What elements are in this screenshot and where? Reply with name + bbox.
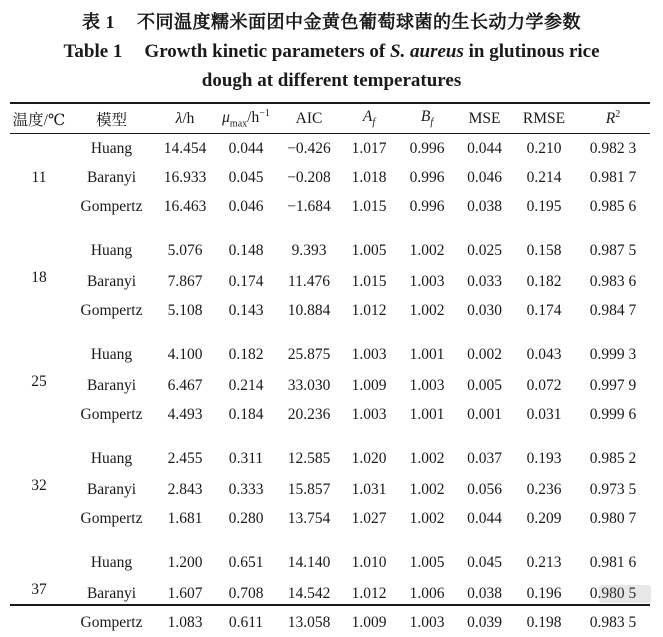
aic-cell: 14.542 (287, 584, 331, 602)
rmse-cell: 0.213 (526, 554, 562, 571)
af-cell: 1.015 (351, 272, 387, 290)
lambda-cell: 16.463 (163, 197, 207, 215)
header-lambda: λ/h (175, 109, 195, 127)
af-cell: 1.012 (351, 301, 387, 319)
header-aic: AIC (295, 109, 323, 127)
table-caption-cn (0, 8, 663, 34)
mu-cell: 0.044 (228, 139, 264, 157)
mu-cell: 0.182 (228, 346, 264, 363)
mse-cell: 0.038 (467, 197, 502, 215)
temperature-cell: 25 (31, 373, 47, 390)
mu-cell: 0.214 (228, 376, 264, 394)
header-r-squared: $R^2$ (605, 108, 621, 128)
lambda-cell: 1.607 (167, 584, 203, 602)
lambda-cell: 16.933 (163, 168, 207, 186)
mse-cell: 0.001 (467, 405, 502, 423)
bf-cell: 1.002 (409, 242, 445, 259)
table-row (10, 429, 650, 475)
lambda-cell: 1.083 (167, 613, 203, 631)
af-cell: 1.017 (351, 139, 387, 157)
af-cell: 1.027 (351, 509, 387, 527)
r2-cell: 0.981 7 (589, 168, 637, 186)
mu-cell: 0.708 (228, 584, 264, 602)
table-row (10, 475, 650, 504)
bf-cell: 1.002 (409, 509, 445, 527)
rmse-cell: 0.072 (526, 376, 562, 394)
r2-cell: 0.981 6 (589, 554, 637, 571)
mu-cell: 0.148 (228, 242, 264, 259)
mu-cell: 0.651 (228, 554, 264, 571)
rmse-cell: 0.193 (526, 450, 562, 467)
af-cell: 1.031 (351, 480, 387, 498)
model-cell: Huang (90, 346, 133, 363)
table-row (10, 221, 650, 267)
aic-cell: 15.857 (287, 480, 331, 498)
table-row (10, 608, 650, 637)
r2-cell: 0.999 3 (589, 346, 637, 363)
table-row (10, 192, 650, 221)
rmse-cell: 0.198 (526, 613, 562, 631)
r2-cell: 0.984 7 (589, 301, 637, 319)
watermark (599, 585, 651, 603)
table-row (10, 533, 650, 579)
r2-cell: 0.987 5 (589, 242, 637, 259)
mse-cell: 0.033 (467, 272, 502, 290)
lambda-cell: 2.843 (167, 480, 203, 498)
rmse-cell: 0.196 (526, 584, 562, 602)
mse-cell: 0.030 (467, 301, 502, 319)
r2-cell: 0.983 5 (589, 613, 637, 631)
table-row (10, 504, 650, 533)
aic-cell: 13.754 (287, 509, 331, 527)
aic-cell: 20.236 (287, 405, 331, 423)
table-title-en-part2: in glutinous rice (468, 41, 600, 62)
mu-cell: 0.333 (228, 480, 264, 498)
bf-cell: 1.003 (409, 376, 445, 394)
rmse-cell: 0.182 (526, 272, 562, 290)
mu-cell: 0.184 (228, 405, 264, 423)
rmse-cell: 0.031 (526, 405, 562, 423)
mse-cell: 0.038 (467, 584, 502, 602)
bf-cell: 1.003 (409, 613, 445, 631)
r2-cell: 0.980 5 (589, 584, 637, 602)
species-name: S. aureus (389, 41, 464, 62)
rmse-cell: 0.174 (526, 301, 562, 319)
mu-cell: 0.611 (228, 613, 264, 631)
mse-cell: 0.045 (467, 554, 502, 571)
model-cell: Baranyi (86, 480, 137, 498)
bf-cell: 1.002 (409, 480, 445, 498)
header-af: $A_f$ (362, 108, 376, 129)
mse-cell: 0.005 (467, 376, 502, 394)
mu-cell: 0.174 (228, 272, 264, 290)
model-cell: Huang (90, 450, 133, 467)
model-cell: Huang (90, 554, 133, 571)
aic-cell: −1.684 (287, 197, 331, 215)
table-title-en-part1: Growth kinetic parameters of (144, 41, 386, 62)
lambda-cell: 1.200 (167, 554, 203, 571)
model-cell: Gompertz (80, 613, 143, 631)
header-row (10, 104, 650, 133)
model-cell: Baranyi (86, 376, 137, 394)
header-mu-max: $\mu_{max}/h^{-1}$ (222, 107, 270, 130)
aic-cell: 25.875 (287, 346, 331, 363)
af-cell: 1.012 (351, 584, 387, 602)
bf-cell: 0.996 (409, 168, 445, 186)
model-cell: Baranyi (86, 272, 137, 290)
mu-cell: 0.280 (228, 509, 264, 527)
table-row (10, 579, 650, 608)
bf-cell: 0.996 (409, 197, 445, 215)
af-cell: 1.005 (351, 242, 387, 259)
temperature-cell: 18 (31, 269, 47, 286)
aic-cell: −0.208 (287, 168, 331, 186)
r2-cell: 0.983 6 (589, 272, 637, 290)
lambda-cell: 4.493 (167, 405, 203, 423)
rmse-cell: 0.209 (526, 509, 562, 527)
table-row (10, 267, 650, 296)
table-row (10, 134, 650, 163)
mse-cell: 0.025 (467, 242, 502, 259)
table-number-cn: 表 1 (82, 12, 115, 32)
lambda-cell: 14.454 (163, 139, 207, 157)
r2-cell: 0.980 7 (589, 509, 637, 527)
bf-cell: 1.002 (409, 301, 445, 319)
lambda-cell: 6.467 (167, 376, 203, 394)
aic-cell: 10.884 (287, 301, 331, 319)
aic-cell: 9.393 (291, 242, 327, 259)
mu-cell: 0.046 (228, 197, 264, 215)
aic-cell: −0.426 (287, 139, 331, 157)
lambda-cell: 7.867 (167, 272, 203, 290)
mse-cell: 0.044 (467, 139, 502, 157)
bf-cell: 1.002 (409, 450, 445, 467)
aic-cell: 13.058 (287, 613, 331, 631)
bf-cell: 1.005 (409, 554, 445, 571)
rmse-cell: 0.158 (526, 242, 562, 259)
rmse-cell: 0.043 (526, 346, 562, 363)
temperature-cell: 32 (31, 477, 47, 494)
mu-cell: 0.143 (228, 301, 264, 319)
lambda-cell: 5.076 (167, 242, 203, 259)
lambda-cell: 1.681 (167, 509, 203, 527)
rmse-cell: 0.214 (526, 168, 562, 186)
af-cell: 1.010 (351, 554, 387, 571)
aic-cell: 11.476 (287, 272, 331, 290)
table-header (10, 104, 650, 133)
lambda-cell: 2.455 (167, 450, 203, 467)
model-cell: Baranyi (86, 168, 137, 186)
mse-cell: 0.056 (467, 480, 502, 498)
header-rmse: RMSE (522, 109, 566, 127)
temperature-cell: 37 (31, 581, 47, 598)
af-cell: 1.003 (351, 346, 387, 363)
data-table (10, 134, 650, 637)
r2-cell: 0.985 2 (589, 450, 637, 467)
af-cell: 1.018 (351, 168, 387, 186)
r2-cell: 0.999 6 (589, 405, 637, 423)
r2-cell: 0.982 3 (589, 139, 637, 157)
model-cell: Gompertz (80, 405, 143, 423)
aic-cell: 14.140 (287, 554, 331, 571)
table-row (10, 400, 650, 429)
bf-cell: 1.001 (409, 405, 445, 423)
temperature-cell: 11 (31, 168, 47, 186)
mse-cell: 0.002 (467, 346, 502, 363)
r2-cell: 0.997 9 (589, 376, 637, 394)
lambda-cell: 4.100 (167, 346, 203, 363)
model-cell: Gompertz (80, 197, 143, 215)
af-cell: 1.015 (351, 197, 387, 215)
table-caption-en-line2: dough at different temperatures (201, 70, 462, 91)
af-cell: 1.009 (351, 376, 387, 394)
mu-cell: 0.045 (228, 168, 264, 186)
header-model: 模型 (95, 111, 127, 129)
table-title-cn: 不同温度糯米面团中金黄色葡萄球菌的生长动力学参数 (137, 12, 581, 32)
rmse-cell: 0.236 (526, 480, 562, 498)
table-row (10, 296, 650, 325)
rmse-cell: 0.195 (526, 197, 562, 215)
table-row (10, 371, 650, 400)
af-cell: 1.003 (351, 405, 387, 423)
lambda-cell: 5.108 (167, 301, 203, 319)
model-cell: Huang (90, 139, 133, 157)
table-row (10, 163, 650, 192)
model-cell: Huang (90, 242, 133, 259)
model-cell: Gompertz (80, 509, 143, 527)
af-cell: 1.009 (351, 613, 387, 631)
af-cell: 1.020 (351, 450, 387, 467)
table-caption-en (0, 41, 663, 63)
table-number-en: Table 1 (63, 41, 123, 62)
bf-cell: 1.006 (409, 584, 445, 602)
r2-cell: 0.985 6 (589, 197, 637, 215)
aic-cell: 12.585 (287, 450, 331, 467)
header-mse: MSE (468, 109, 501, 127)
header-temperature: 温度/℃ (12, 111, 66, 129)
aic-cell: 33.030 (287, 376, 331, 394)
header-bf: $B_f$ (420, 108, 434, 129)
mse-cell: 0.039 (467, 613, 502, 631)
mse-cell: 0.044 (467, 509, 502, 527)
mse-cell: 0.037 (467, 450, 502, 467)
bf-cell: 0.996 (409, 139, 445, 157)
model-cell: Baranyi (86, 584, 137, 602)
model-cell: Gompertz (80, 301, 143, 319)
table-row (10, 325, 650, 371)
mse-cell: 0.046 (467, 168, 502, 186)
bf-cell: 1.003 (409, 272, 445, 290)
mu-cell: 0.311 (228, 450, 264, 467)
r2-cell: 0.973 5 (589, 480, 637, 498)
bf-cell: 1.001 (409, 346, 445, 363)
rmse-cell: 0.210 (526, 139, 562, 157)
